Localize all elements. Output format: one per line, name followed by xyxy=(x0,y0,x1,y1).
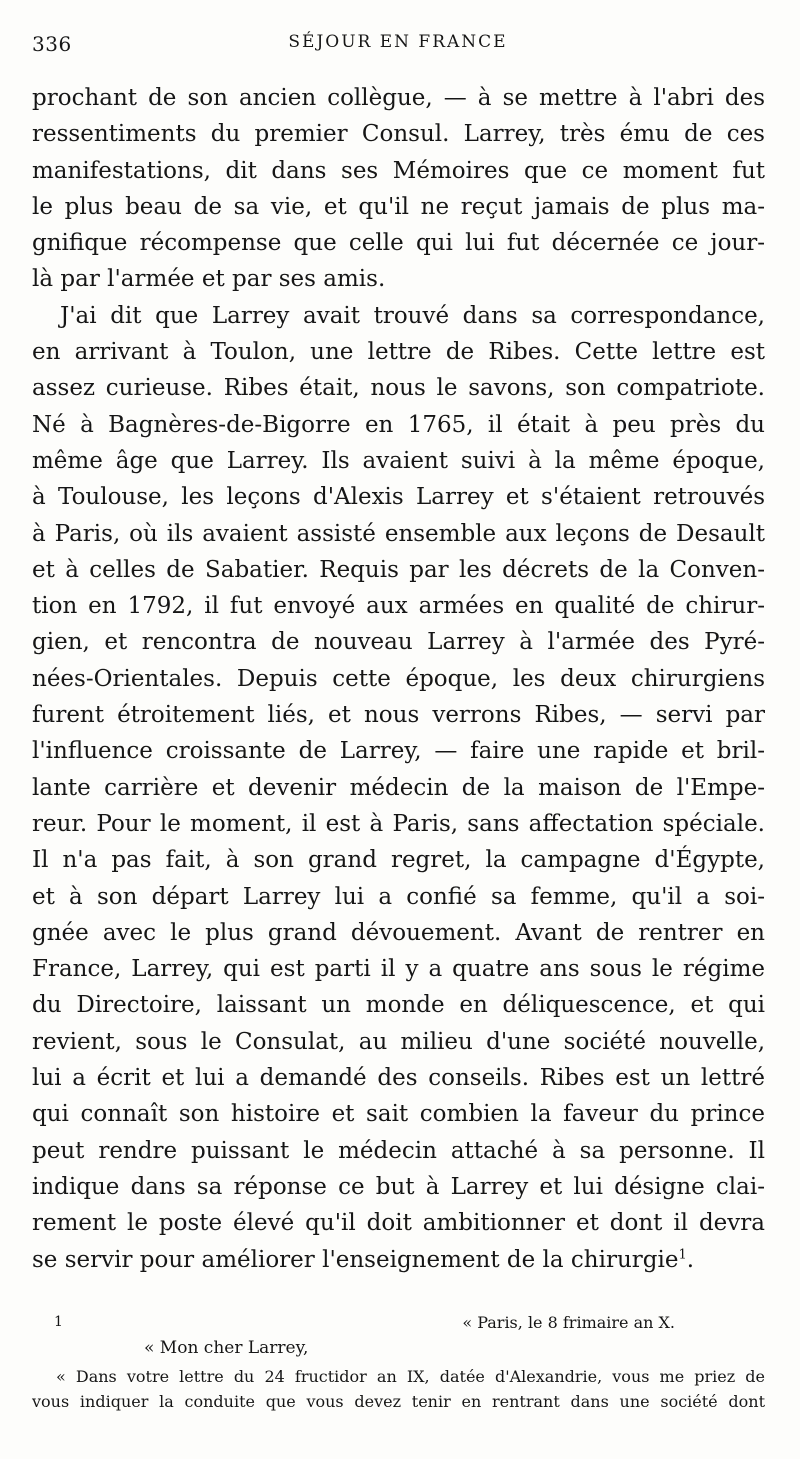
text-line: là par l'armée et par ses amis. xyxy=(32,266,386,293)
page-header xyxy=(32,32,764,62)
text-line: prochant de son ancien collègue, — à se mettre à l'abri des xyxy=(32,85,765,111)
text-line: ressentiments du premier Consul. Larrey, très ému de ces xyxy=(32,121,765,148)
text-line-content: se servir pour améliorer l'enseignement de la chirurgie xyxy=(32,1246,679,1273)
text-line: furent étroitement liés, et nous verrons Ribes, — servi par xyxy=(32,702,765,729)
text-line: nées-Orientales. Depuis cette époque, les deux chirurgiens xyxy=(32,665,765,692)
text-line: à Toulouse, les leçons d'Alexis Larrey et s'étaient retrouvés xyxy=(32,484,765,511)
body-text xyxy=(32,80,765,1278)
footnote-line: « Dans votre lettre du 24 fructidor an IX, datée d'Alexandrie, vous me priez de xyxy=(56,1367,765,1386)
footnote-number: 1 xyxy=(54,1314,63,1330)
footnote-dateline: « Paris, le 8 frimaire an X. xyxy=(462,1313,675,1332)
text-line: revient, sous le Consulat, au milieu d'une société nouvelle, xyxy=(32,1028,765,1055)
footnote-marker: 1 xyxy=(678,1246,687,1262)
text-line: qui connaît son histoire et sait combien la faveur du prince xyxy=(32,1101,765,1128)
text-line: peut rendre puissant le médecin attaché à sa personne. Il xyxy=(32,1137,765,1164)
text-line: lui a écrit et lui a demandé des conseils. Ribes est un lettré xyxy=(32,1065,765,1092)
text-line: même âge que Larrey. Ils avaient suivi à la même époque, xyxy=(32,447,765,474)
text-line: reur. Pour le moment, il est à Paris, sans affectation spéciale. xyxy=(32,810,765,837)
text-line: rement le poste élevé qu'il doit ambitionner et dont il devra xyxy=(32,1210,765,1237)
text-line: J'ai dit que Larrey avait trouvé dans sa correspondance, xyxy=(60,302,765,329)
text-line: Né à Bagnères-de-Bigorre en 1765, il était à peu près du xyxy=(32,411,765,438)
text-line-final: se servir pour améliorer l'enseignement de la chirurgie$^1$. xyxy=(32,1246,695,1273)
text-line: gnifique récompense que celle qui lui fut décernée ce jour- xyxy=(32,230,765,257)
text-line: assez curieuse. Ribes était, nous le savons, son compatriote. xyxy=(32,375,765,402)
text-line: en arrivant à Toulon, une lettre de Ribes. Cette lettre est xyxy=(32,339,765,366)
footnote-salutation: « Mon cher Larrey, xyxy=(144,1338,309,1358)
text-line: France, Larrey, qui est parti il y a quatre ans sous le régime xyxy=(32,956,765,983)
footnote-line: vous indiquer la conduite que vous devez tenir en rentrant dans une société dont xyxy=(32,1392,765,1411)
text-line: indique dans sa réponse ce but à Larrey et lui désigne clai- xyxy=(32,1173,765,1200)
text-line: manifestations, dit dans ses Mémoires que ce moment fut xyxy=(32,157,765,184)
text-line: l'influence croissante de Larrey, — faire une rapide et bril- xyxy=(32,738,765,765)
text-line: lante carrière et devenir médecin de la maison de l'Empe- xyxy=(32,774,765,801)
footnotes xyxy=(32,1310,765,1414)
footnote-header xyxy=(32,1310,765,1336)
text-line: tion en 1792, il fut envoyé aux armées en qualité de chirur- xyxy=(32,593,765,620)
text-line: gnée avec le plus grand dévouement. Avant de rentrer en xyxy=(32,919,765,946)
text-line: gien, et rencontra de nouveau Larrey à l'armée des Pyré- xyxy=(32,629,765,656)
text-line: du Directoire, laissant un monde en déliquescence, et qui xyxy=(32,992,765,1019)
running-title: SÉJOUR EN FRANCE xyxy=(288,32,508,52)
page-number: 336 xyxy=(32,32,72,56)
text-line: le plus beau de sa vie, et qu'il ne reçut jamais de plus ma- xyxy=(32,193,765,220)
text-line: et à son départ Larrey lui a confié sa femme, qu'il a soi- xyxy=(32,883,765,910)
text-line: et à celles de Sabatier. Requis par les décrets de la Conven- xyxy=(32,556,765,583)
text-line: Il n'a pas fait, à son grand regret, la campagne d'Égypte, xyxy=(32,847,765,874)
text-line: à Paris, où ils avaient assisté ensemble aux leçons de Desault xyxy=(32,520,765,547)
